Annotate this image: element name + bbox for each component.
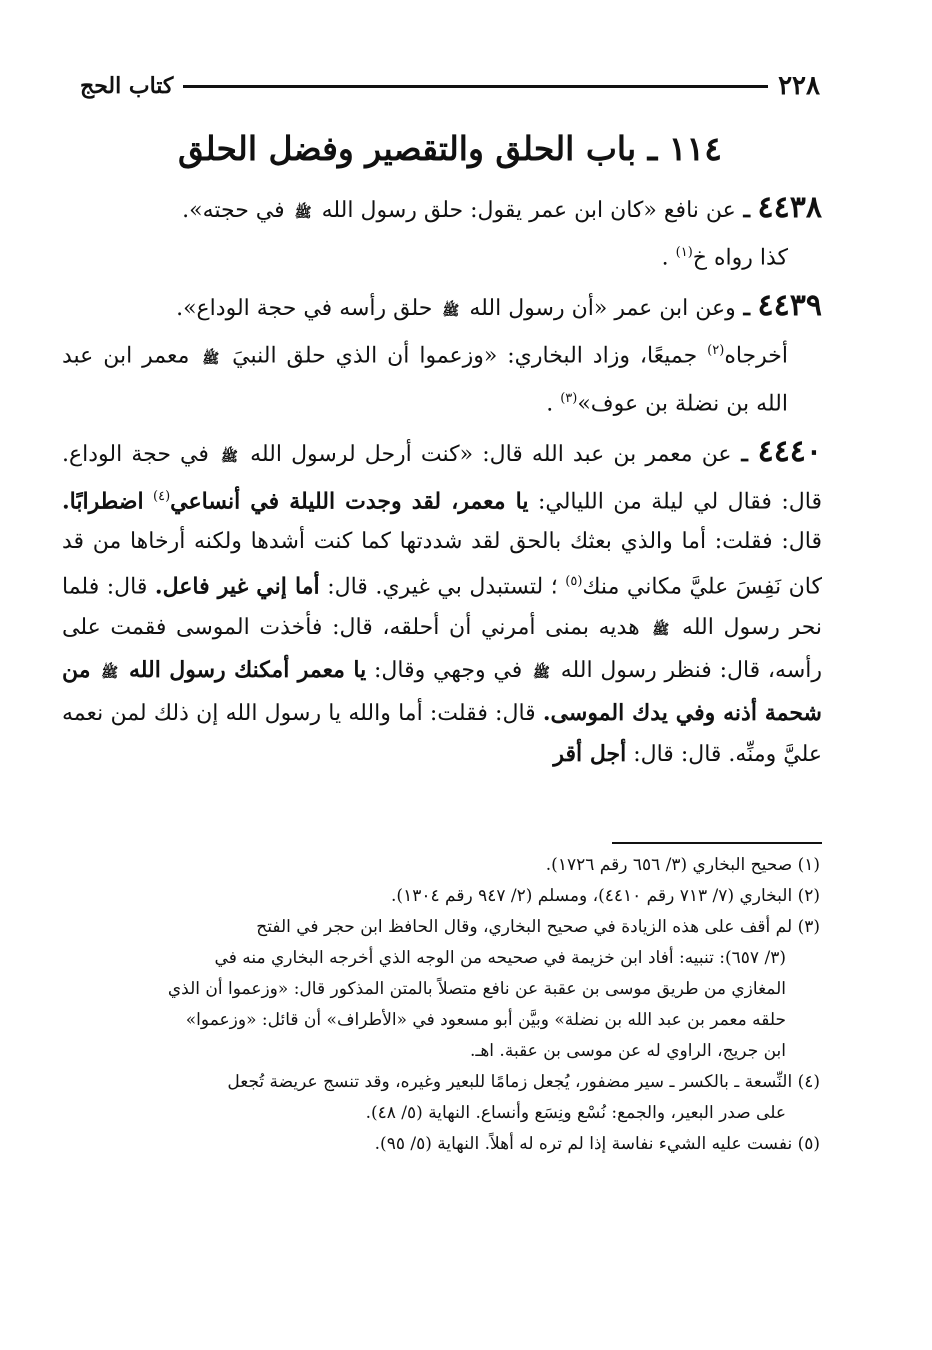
- footnote-5: (٥) نفست عليه الشيء نفاسة إذا لم تره له أهلاً. النهاية (٥/ ٩٥).: [374, 1134, 820, 1154]
- footnote-ref-2: (٢): [707, 343, 725, 359]
- hadith-text: قال: فقلت: أما والذي بعثك بالحق لقد شددتها كما كنت أشدها ولكنه أرخاها من قد كان نَفِسَ عليَّ مكاني منك: [62, 529, 822, 600]
- prophet-speech: يا معمر، لقد وجدت الليلة في أنساعي: [170, 488, 529, 515]
- hadith-4439: [62, 286, 822, 331]
- hadith-text: عن معمر بن عبد الله قال: «كنت أرحل لرسول الله: [250, 441, 732, 467]
- footnote-ref-5: (٥): [565, 574, 583, 590]
- hadith-4440: [62, 432, 822, 775]
- dash: ـ: [735, 197, 758, 223]
- hadith-text: قال: فلما نحر رسول الله: [62, 574, 823, 640]
- salawat-ligature: ﷺ: [101, 664, 119, 681]
- hadith-text: قال: فقلت: أما والله يا رسول الله إن ذلك لمن نعمه عليَّ ومنِّه. قال: قال:: [62, 700, 822, 767]
- chapter-title: ١١٤ ـ باب الحلق والتقصير وفضل الحلق: [178, 129, 722, 168]
- footnote-2: (٢) البخاري (٧/ ٧١٣ رقم ٤٤١٠)، ومسلم (٢/ ٩٤٧ رقم ١٣٠٤).: [391, 886, 820, 906]
- hadith-text: هديه بمنى أمرني أن أحلقه، قال: فأخذت الموسى فقمت على رأسه، قال: فنظر رسول الله: [62, 614, 822, 683]
- source-text: .: [661, 245, 669, 271]
- footnote-separator: [612, 842, 822, 844]
- prophet-speech: من شحمة أذنه وفي يدك الموسى.: [62, 656, 822, 726]
- footnote-3: (٣) لم أقف على هذه الزيادة في صحيح البخاري، وقال الحافظ ابن حجر في الفتح: [256, 917, 820, 937]
- footnote-4-line: على صدر البعير، والجمع: نُسْع ونِسَع وأنساع. النهاية (٥/ ٤٨).: [365, 1103, 786, 1123]
- hadith-text: حلق رأسه في حجة الوداع».: [176, 296, 433, 322]
- prophet-speech: أجل أقر: [553, 740, 627, 767]
- prophet-speech: اضطرابًا.: [62, 488, 144, 515]
- footnote-ref-3: (٣): [560, 390, 578, 406]
- footnote-ref-4: (٤): [153, 488, 171, 504]
- footnote-ref-1: (١): [675, 245, 693, 260]
- hadith-text: في حجته».: [182, 198, 285, 223]
- hadith-number: ٤٤٣٩: [757, 288, 822, 324]
- page-number: ٢٢٨: [778, 71, 820, 101]
- footnote-3-line: (٣/ ٦٥٧): تنبيه: أفاد ابن خزيمة في صحيحه من الوجه الذي أخرجه البخاري منه في: [214, 948, 786, 968]
- footnote-3-line: المغازي من طريق موسى بن عقبة عن نافع متصلاً بالمتن المذكور قال: «وزعموا أن الذي: [167, 979, 786, 999]
- salawat-ligature: ﷺ: [652, 621, 670, 638]
- salawat-ligature: ﷺ: [442, 303, 460, 320]
- salawat-ligature: ﷺ: [221, 448, 238, 465]
- source-text: جميعًا، وزاد البخاري: «وزعموا أن الذي حلق النبيَ: [232, 343, 698, 369]
- prophet-speech: أما إني غير فاعل.: [154, 573, 320, 600]
- prophet-speech: يا معمر أمكنك رسول الله: [128, 656, 367, 683]
- hadith-text: في وجهي وقال:: [373, 657, 523, 683]
- hadith-text: عن نافع «كان ابن عمر يقول: حلق رسول الله: [321, 198, 736, 223]
- salawat-ligature: ﷺ: [294, 205, 312, 221]
- running-head: [80, 66, 820, 106]
- hadith-text: في حجة الوداع. قال: فقال لي ليلة من الليالي:: [62, 441, 822, 515]
- hadith-4438: [62, 188, 822, 233]
- dash: ـ: [731, 440, 758, 467]
- source-text: معمر ابن عبد الله بن نضلة بن عوف»: [62, 343, 788, 416]
- hadith-text: ؛ لتستبدل بي غيري. قال:: [327, 574, 558, 600]
- source-text: .: [546, 390, 554, 416]
- hadith-4439-source: [62, 331, 822, 424]
- book-title: كتاب الحج: [80, 73, 174, 99]
- salawat-ligature: ﷺ: [533, 664, 550, 681]
- footnote-1: (١) صحيح البخاري (٣/ ٦٥٦ رقم ١٧٢٦).: [545, 855, 820, 875]
- footnote-3-line: حلقه معمر بن عبد الله بن نضلة» وبيَّن أبو مسعود في «الأطراف» أن قائل: «وزعموا»: [185, 1010, 786, 1030]
- hadith-number: ٤٤٤٠: [757, 433, 823, 469]
- hadith-text: وعن ابن عمر «أن رسول الله: [469, 296, 736, 322]
- header-rule: [183, 85, 768, 88]
- hadith-4438-source: [62, 233, 822, 278]
- hadith-number: ٤٤٣٨: [757, 190, 822, 225]
- source-text: أخرجاه: [724, 343, 788, 369]
- source-text: كذا رواه خ: [692, 245, 788, 271]
- footnotes: [70, 850, 820, 1160]
- salawat-ligature: ﷺ: [202, 350, 220, 367]
- footnote-4: (٤) النِّسعة ـ بالكسر ـ سير مضفور، يُجعل زمامًا للبعير وغيره، وقد تنسج عريضة تُجعل: [227, 1072, 820, 1092]
- main-text: [62, 180, 822, 775]
- dash: ـ: [735, 295, 758, 322]
- footnote-3-line: ابن جريج، الراوي له عن موسى بن عقبة. اهـ.: [469, 1041, 786, 1061]
